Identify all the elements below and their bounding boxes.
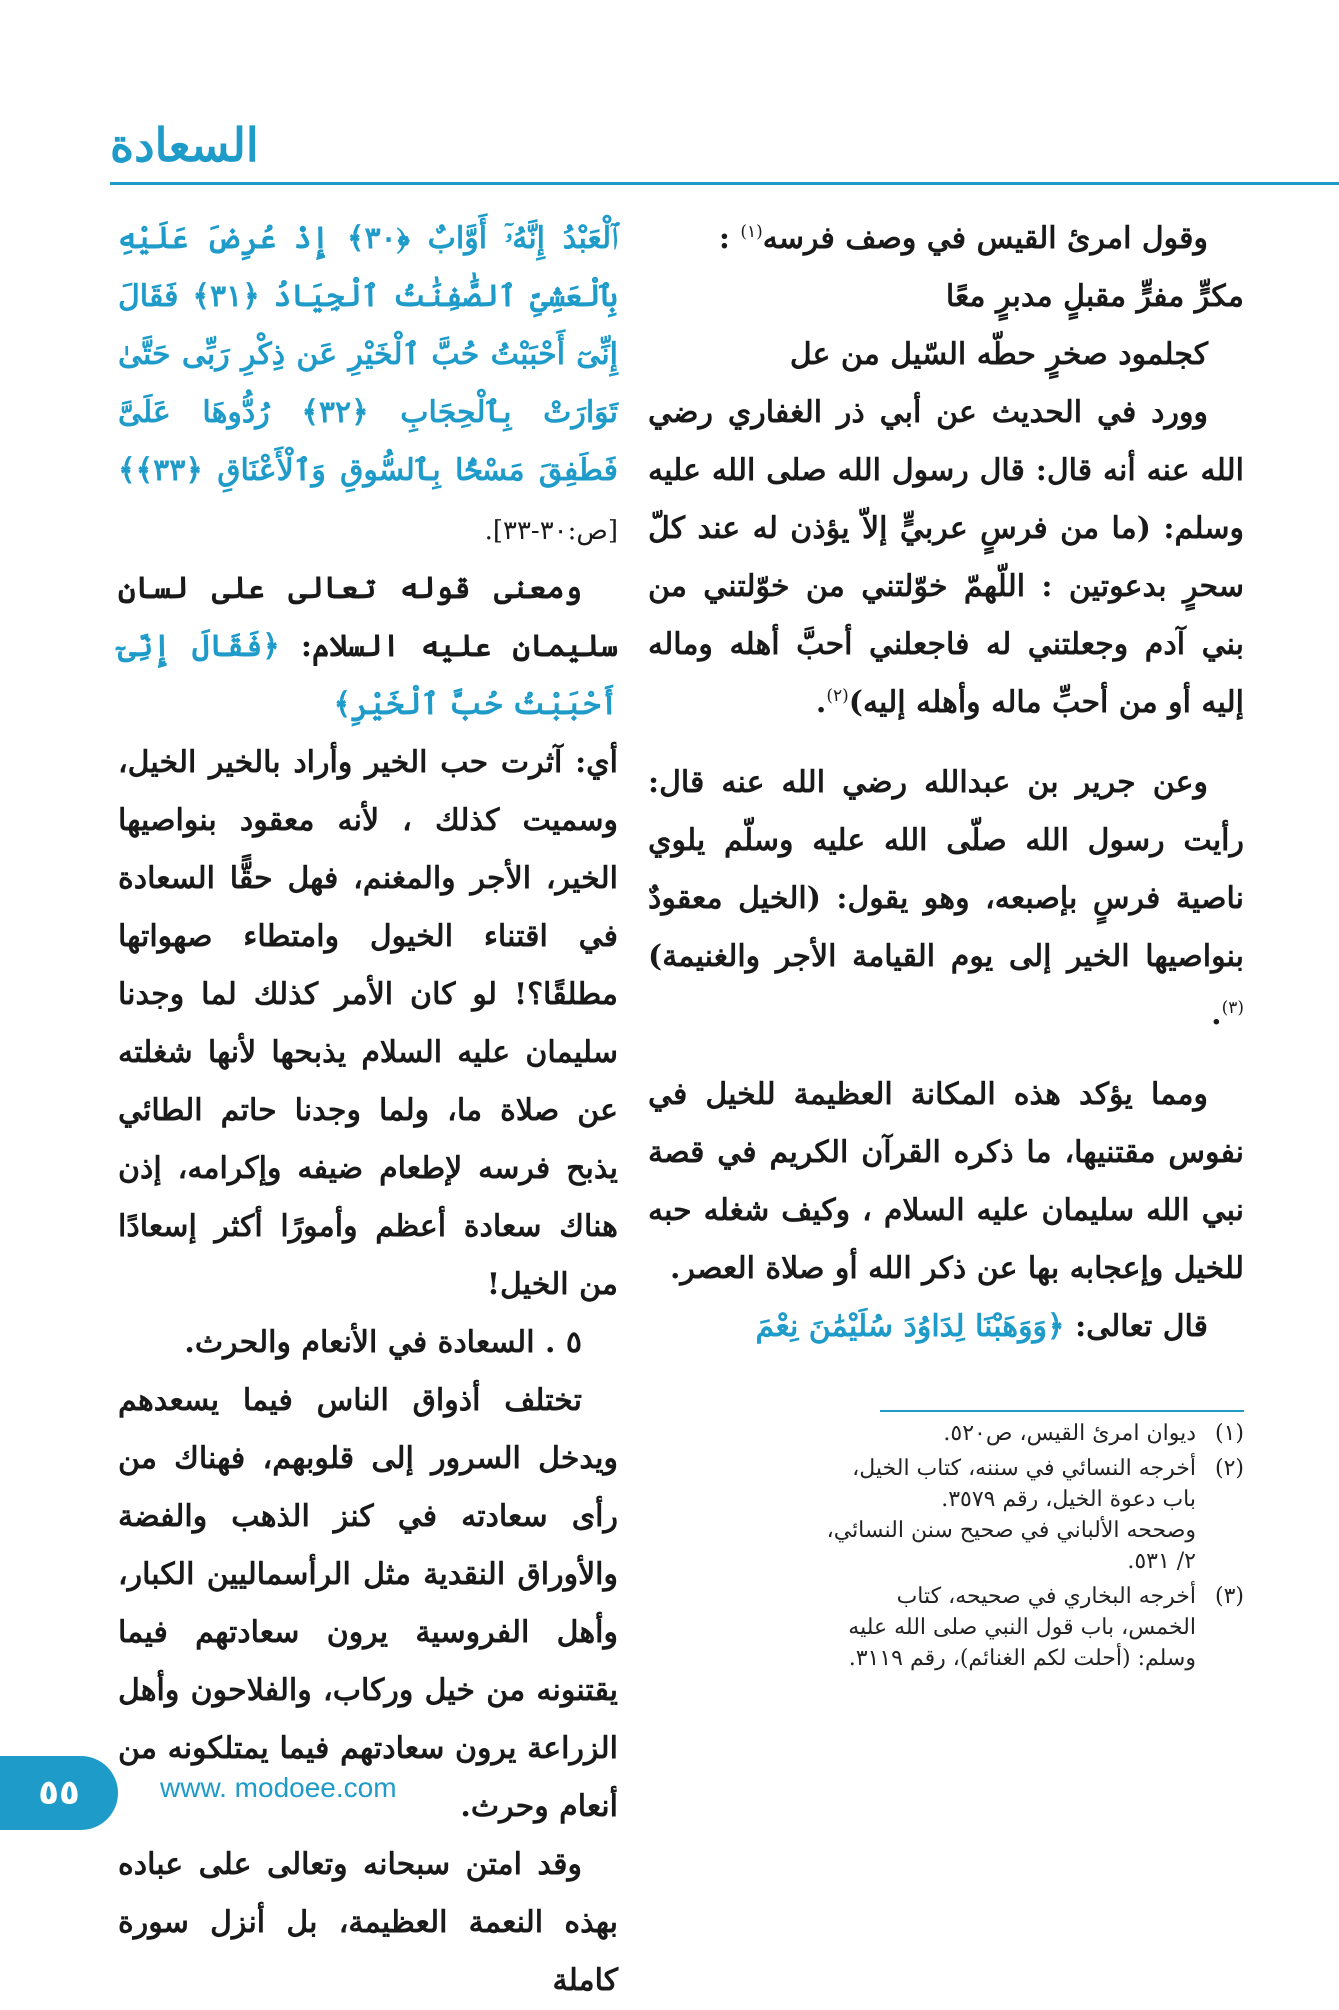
quran-reference: [ص:٣٠-٣٣]. (484, 516, 618, 546)
website-link[interactable]: www. modoee.com (160, 1772, 397, 1803)
paragraph (118, 210, 618, 560)
footnote-number: (٣) (1214, 1584, 1244, 1609)
paragraph (648, 384, 1244, 732)
footnotes (820, 1418, 1244, 1678)
right-column (648, 210, 1244, 1356)
quran-verse: ﴿فَقَالَ إِنِّىٓ أَحْبَبْتُ حُبَّ ٱلْخَيْرِ﴾ (118, 629, 618, 722)
section-heading: ٥ . السعادة في الأنعام والحرث. (184, 1325, 582, 1360)
paragraph (118, 560, 618, 734)
quran-verse: ٱلْعَبْدُ إِنَّهُۥٓ أَوَّابٌ ﴿٣٠﴾ إِذْ عُرِضَ عَلَيْهِ بِٱلْعَشِىِّ ٱلصَّٰفِنَٰتُ ٱلْجِيَادُ ﴿٣١﴾ فَقَالَ إِنِّىٓ أَحْبَبْتُ حُبَّ ٱلْخَيْرِ عَن ذِكْرِ رَبِّى حَتَّىٰ تَوَارَتْ بِٱلْحِجَابِ ﴿٣٢﴾ رُدُّوهَا عَلَىَّ فَطَفِقَ مَسْحًۢا بِٱلسُّوقِ وَٱلْأَعْنَاقِ ﴿٣٣﴾﴾ (118, 221, 618, 488)
paragraph-text: : (718, 221, 741, 256)
paragraph (648, 754, 1244, 1044)
paragraph-text: . (815, 685, 827, 720)
footnote (820, 1453, 1244, 1577)
paragraph-text: ومعنى قوله تعالى على لسان سليمان عليه السلام: (118, 571, 618, 664)
paragraph: تختلف أذواق الناس فيما يسعدهم ويدخل السرور إلى قلوبهم، فهناك من رأى سعادته في كنز الذهب والفضة والأوراق النقدية مثل الرأسماليين الكبار، وأهل الفروسية يرون سعادتهم فيما يقتنونه من خيل وركاب، والفلاحون وأهل الزراعة يرون سعادتهم فيما يمتلكونه من أنعام وحرث. (118, 1383, 618, 1824)
page-number: ٥٥ (0, 1756, 118, 1830)
header-divider (110, 182, 1339, 185)
paragraph: أي: آثرت حب الخير وأراد بالخير الخيل، وسميت كذلك ، لأنه معقود بنواصيها الخير، الأجر والمغنم، فهل حقًّا السعادة في اقتناء الخيول وامتطاء صهواتها مطلقًا؟! لو كان الأمر كذلك لما وجدنا سليمان عليه السلام يذبحها لأنها شغلته عن صلاة ما، ولما وجدنا حاتم الطائي يذبح فرسه لإطعام ضيفه وإكرامه، إذن هناك سعادة أعظم وأمورًا أكثر إسعادًا من الخيل! (118, 745, 618, 1302)
paragraph (648, 210, 1244, 268)
paragraph-text: وقول امرئ القيس في وصف فرسه (762, 221, 1208, 256)
footnote-divider (880, 1410, 1244, 1412)
page-header-title: السعادة (110, 118, 259, 172)
left-column (118, 210, 618, 2010)
footnote-text: أخرجه البخاري في صحيحه، كتاب الخمس، باب قول النبي صلى الله عليه وسلم: (أحلت لكم الغنائم)، رقم ٣١١٩. (848, 1584, 1196, 1671)
footnote-ref: (٢) (826, 686, 849, 706)
paragraph (648, 1298, 1244, 1356)
footnote-number: (١) (1214, 1421, 1244, 1446)
paragraph-text: وورد في الحديث عن أبي ذر الغفاري رضي الله عنه أنه قال: قال رسول الله صلى الله عليه وسلم: (ما من فرسٍ عربيٍّ إلاّ يؤذن له عند كلّ سحرٍ بدعوتين : اللّهمّ خوّلتني من خوّلتني من بني آدم وجعلتني له فاجعلني أحبَّ أهله وماله إليه أو من أحبِّ ماله وأهله إليه) (648, 395, 1244, 720)
footnote-number: (٢) (1214, 1456, 1244, 1481)
paragraph: ومما يؤكد هذه المكانة العظيمة للخيل في نفوس مقتنيها، ما ذكره القرآن الكريم في قصة نبي الله سليمان عليه السلام ، وكيف شغله حبه للخيل وإعجابه بها عن ذكر الله أو صلاة العصر. (648, 1077, 1244, 1286)
footnote-text: وصححه الألباني في صحيح سنن النسائي، ٢/ ٥٣١. (826, 1518, 1196, 1574)
paragraph-text: . (1211, 997, 1222, 1032)
footnote-text: ديوان امرئ القيس، ص٥٢٠. (943, 1421, 1196, 1446)
paragraph-text: قال تعالى: (1064, 1309, 1208, 1344)
footnote-ref: (١) (740, 222, 763, 242)
quran-verse: ﴿وَوَهَبْنَا لِدَاوُدَ سُلَيْمَٰنَ نِعْمَ (755, 1309, 1065, 1344)
poem-verse: كجلمود صخرٍ حطّه السّيل من عل (789, 337, 1208, 372)
footnote-ref: (٣) (1221, 998, 1244, 1018)
footnote (820, 1418, 1244, 1449)
paragraph-text: وعن جرير بن عبدالله رضي الله عنه قال: رأيت رسول الله صلّى الله عليه وسلّم يلوي ناصية فرسٍ بإصبعه، وهو يقول: (الخيل معقودٌ بنواصيها الخير إلى يوم القيامة الأجر والغنيمة) (648, 765, 1244, 974)
poem-verse: مكرٍّ مفرٍّ مقبلٍ مدبرٍ معًا (945, 279, 1244, 314)
footnote (820, 1581, 1244, 1674)
footnote-text: أخرجه النسائي في سننه، كتاب الخيل، باب دعوة الخيل، رقم ٣٥٧٩. (852, 1456, 1196, 1512)
paragraph: وقد امتن سبحانه وتعالى على عباده بهذه النعمة العظيمة، بل أنزل سورة كاملة (118, 1847, 618, 1998)
